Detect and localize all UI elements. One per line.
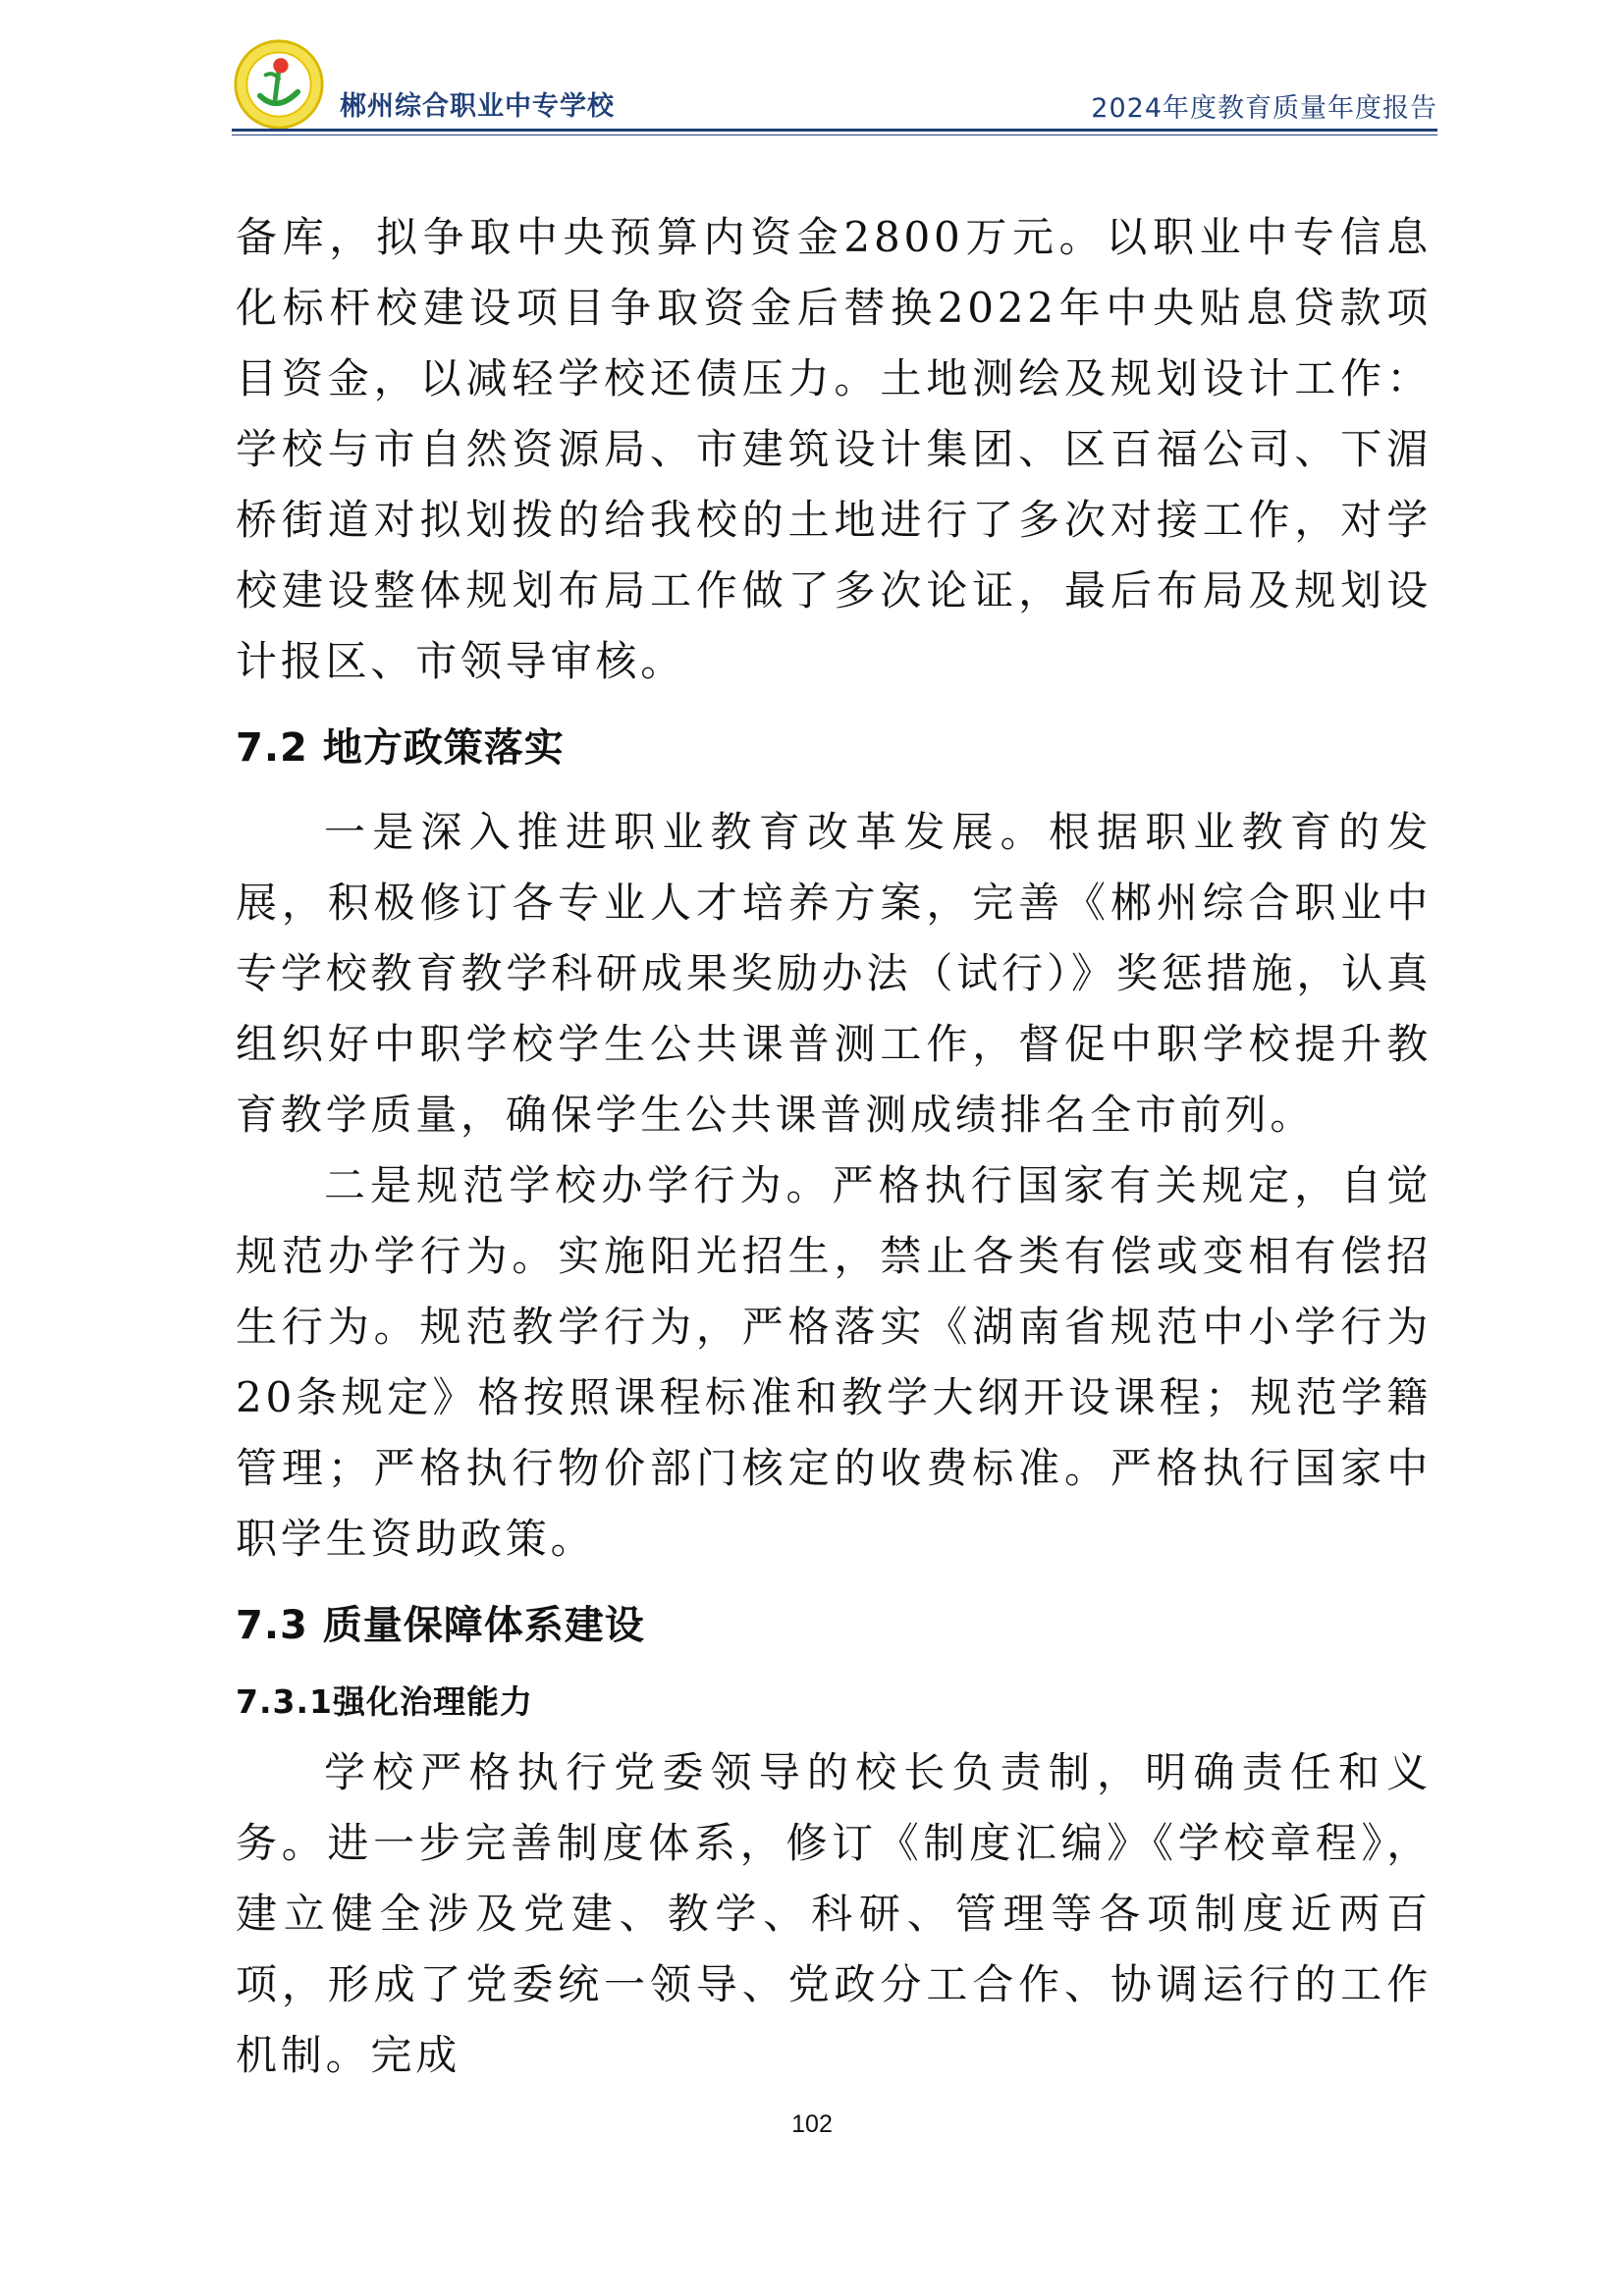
school-name: 郴州综合职业中专学校: [340, 91, 615, 122]
header-rule-thick: [232, 129, 1437, 132]
report-title: 2024年度教育质量年度报告: [1091, 93, 1437, 124]
section-heading-7-3: 7.3 质量保障体系建设: [236, 1603, 645, 1648]
page-content: [236, 202, 1432, 2091]
body-paragraph-regulation: 二是规范学校办学行为。严格执行国家有关规定，自觉规范办学行为。实施阳光招生，禁止各类有偿或变相有偿招生行为。规范教学行为，严格落实《湖南省规范中小学行为20条规定》格按照课程标准和教学大纲开设课程；规范学籍管理；严格执行物价部门核定的收费标准。严格执行国家中职学生资助政策。: [236, 1161, 1432, 1563]
school-emblem-icon: [232, 37, 326, 132]
section-heading-7-2: 7.2 地方政策落实: [236, 725, 565, 771]
body-paragraph-governance: 学校严格执行党委领导的校长负责制，明确责任和义务。进一步完善制度体系，修订《制度汇编》《学校章程》，建立健全涉及党建、教学、科研、管理等各项制度近两百项，形成了党委统一领导、党政分工合作、协调运行的工作机制。完成: [236, 1748, 1432, 2079]
page-number: 102: [791, 2110, 833, 2138]
subsection-heading-7-3-1: 7.3.1强化治理能力: [236, 1682, 533, 1721]
body-paragraph-reform: 一是深入推进职业教育改革发展。根据职业教育的发展，积极修订各专业人才培养方案，完善《郴州综合职业中专学校教育教学科研成果奖励办法（试行）》奖惩措施，认真组织好中职学校学生公共课普测工作，督促中职学校提升教育教学质量，确保学生公共课普测成绩排名全市前列。: [236, 808, 1432, 1139]
header-rule-thin: [232, 134, 1437, 135]
page-header: [232, 29, 1437, 137]
body-paragraph-continued: 备库，拟争取中央预算内资金2800万元。以职业中专信息化标杆校建设项目争取资金后替换2022年中央贴息贷款项目资金，以减轻学校还债压力。土地测绘及规划设计工作：学校与市自然资源局、市建筑设计集团、区百福公司、下湄桥街道对拟划拨的给我校的土地进行了多次对接工作，对学校建设整体规划布局工作做了多次论证，最后布局及规划设计报区、市领导审核。: [236, 213, 1432, 685]
